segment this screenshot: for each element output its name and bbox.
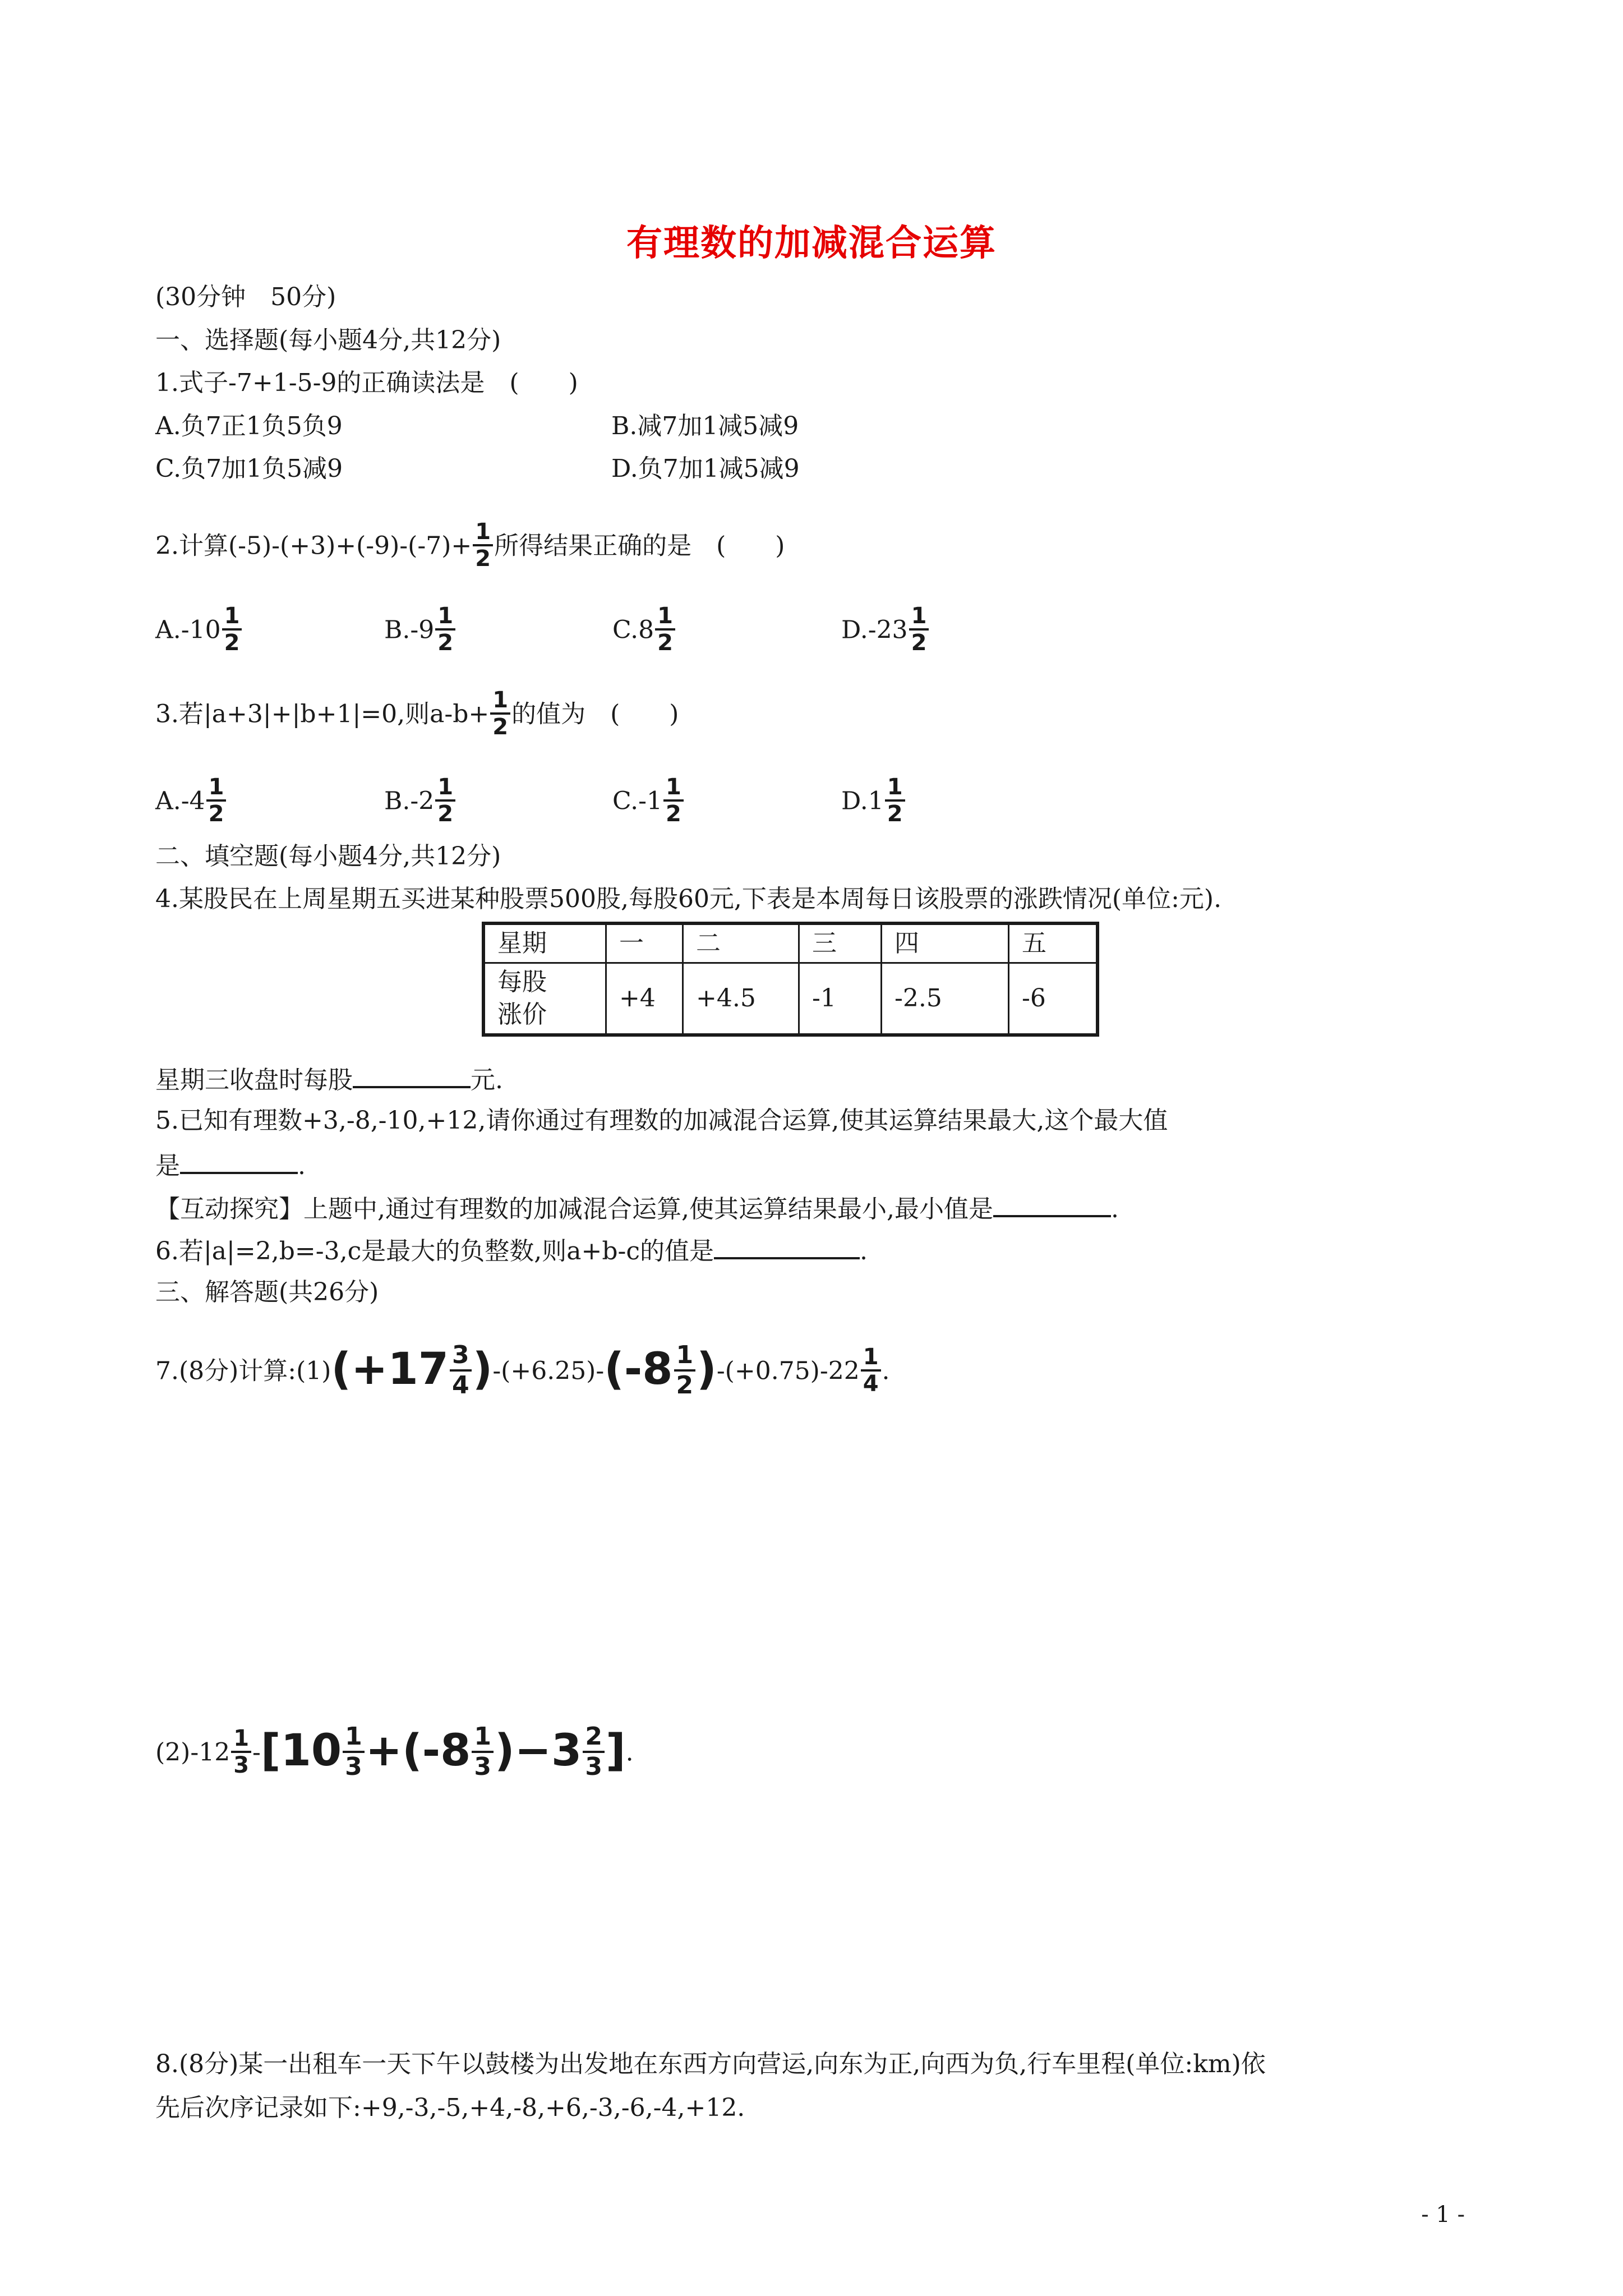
question-6: 6.若|a|=2,b=-3,c是最大的负整数,则a+b-c的值是 . bbox=[155, 1232, 868, 1268]
table-row-label: 每股 涨价 bbox=[483, 963, 606, 1036]
question-4-stem: 4.某股民在上周星期五买进某种股票500股,每股60元,下表是本周每日该股票的涨跌情况(单位:元). bbox=[155, 885, 1222, 913]
page-number: - 1 - bbox=[1421, 2202, 1465, 2228]
question-3-option-d: D.1 $\frac{1}{2}$ bbox=[841, 777, 906, 829]
answer-blank[interactable] bbox=[180, 1147, 298, 1174]
table-cell: -1 bbox=[799, 963, 882, 1036]
stock-change-table bbox=[482, 922, 1099, 1037]
section-heading-choice: 一、选择题(每小题4分,共12分) bbox=[155, 326, 501, 355]
table-header-cell: 二 bbox=[683, 923, 799, 963]
answer-blank[interactable] bbox=[353, 1061, 471, 1088]
section-heading-fill: 二、填空题(每小题4分,共12分) bbox=[155, 842, 501, 871]
question-1-option-a: A.负7正1负5负9 bbox=[155, 412, 343, 440]
question-2-option-d: D.-23 $\frac{1}{2}$ bbox=[841, 606, 930, 657]
question-3-stem-tail: 的值为 ( ) bbox=[511, 700, 679, 729]
time-score-note: (30分钟 50分) bbox=[155, 283, 336, 311]
question-3-option-a: A.-4 $\frac{1}{2}$ bbox=[155, 777, 227, 829]
question-3-option-c: C.-1 $\frac{1}{2}$ bbox=[612, 777, 685, 829]
question-7-part-2: (2)-12 $\frac{1}{3}$ -[10 $\frac{1}{3}$ +(-8 $\frac{1}{3}$ )−3 $\frac{2}{3}$ ]. bbox=[155, 1722, 634, 1781]
question-1-option-d: D.负7加1减5减9 bbox=[611, 454, 800, 483]
table-row bbox=[483, 923, 1098, 963]
page-title: 有理数的加减混合运算 bbox=[626, 223, 997, 264]
table-cell: -6 bbox=[1009, 963, 1098, 1036]
table-header-cell: 星期 bbox=[483, 923, 606, 963]
table-header-cell: 四 bbox=[882, 923, 1009, 963]
question-5-line-1: 5.已知有理数+3,-8,-10,+12,请你通过有理数的加减混合运算,使其运算结果最大,这个最大值 bbox=[155, 1106, 1168, 1135]
question-8-line-2: 先后次序记录如下:+9,-3,-5,+4,-8,+6,-3,-6,-4,+12. bbox=[155, 2093, 745, 2122]
table-cell: +4.5 bbox=[683, 963, 799, 1036]
table-header-cell: 三 bbox=[799, 923, 882, 963]
fraction-half: $\frac{1}{2}$ bbox=[490, 688, 510, 739]
fraction-half: $\frac{1}{2}$ bbox=[473, 519, 493, 571]
answer-blank[interactable] bbox=[714, 1232, 860, 1259]
question-1-option-c: C.负7加1负5减9 bbox=[155, 454, 343, 483]
question-2-stem bbox=[155, 519, 785, 573]
question-3-option-b: B.-2 $\frac{1}{2}$ bbox=[384, 777, 457, 829]
question-4-answer-line: 星期三收盘时每股 元. bbox=[155, 1061, 503, 1097]
question-3-stem bbox=[155, 687, 679, 742]
interactive-explore: 【互动探究】上题中,通过有理数的加减混合运算,使其运算结果最小,最小值是 . bbox=[155, 1190, 1119, 1226]
question-2-option-a: A.-10 $\frac{1}{2}$ bbox=[155, 606, 243, 657]
answer-blank[interactable] bbox=[993, 1190, 1111, 1217]
table-row bbox=[483, 963, 1098, 1036]
question-2-stem-text: 2.计算(-5)-(+3)+(-9)-(-7)+ bbox=[155, 531, 472, 560]
question-3-stem-text: 3.若|a+3|+|b+1|=0,则a-b+ bbox=[155, 700, 490, 729]
question-5-line-2: 是 . bbox=[155, 1147, 306, 1183]
question-1-stem: 1.式子-7+1-5-9的正确读法是 ( ) bbox=[155, 369, 578, 397]
table-header-cell: 五 bbox=[1009, 923, 1098, 963]
question-1-option-b: B.减7加1减5减9 bbox=[611, 412, 799, 440]
table-header-cell: 一 bbox=[606, 923, 683, 963]
question-8-line-1: 8.(8分)某一出租车一天下午以鼓楼为出发地在东西方向营运,向东为正,向西为负,行车里程(单位:km)依 bbox=[155, 2050, 1266, 2078]
question-7-part-1: 7.(8分)计算:(1)(+17 $\frac{3}{4}$ )-(+6.25)-(-8 $\frac{1}{2}$ )-(+0.75)-22 $\frac{1}{4}$ . bbox=[155, 1341, 890, 1400]
table-cell: -2.5 bbox=[882, 963, 1009, 1036]
section-heading-solve: 三、解答题(共26分) bbox=[155, 1278, 379, 1306]
question-2-stem-tail: 所得结果正确的是 ( ) bbox=[494, 531, 785, 560]
question-2-option-c: C.8 $\frac{1}{2}$ bbox=[612, 606, 676, 657]
question-2-option-b: B.-9 $\frac{1}{2}$ bbox=[384, 606, 457, 657]
table-cell: +4 bbox=[606, 963, 683, 1036]
